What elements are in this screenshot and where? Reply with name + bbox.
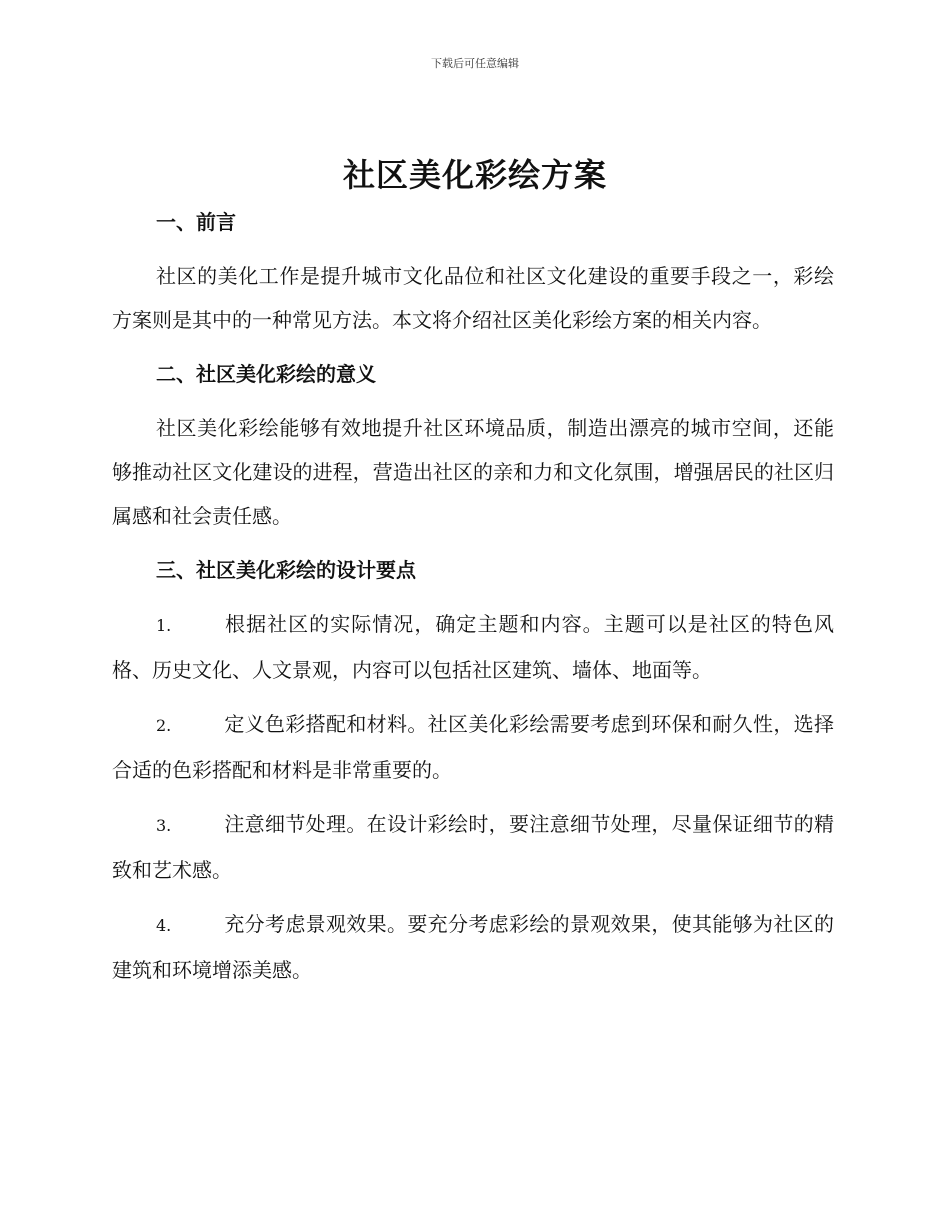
list-item-text: 充分考虑景观效果。要充分考虑彩绘的景观效果，使其能够为社区的建筑和环境增添美感。: [112, 912, 834, 982]
design-points-list: [112, 602, 834, 992]
header-note: 下载后可任意编辑: [431, 57, 519, 70]
document-title: 社区美化彩绘方案: [342, 156, 607, 194]
significance-paragraph: 社区美化彩绘能够有效地提升社区环境品质，制造出漂亮的城市空间，还能够推动社区文化建设的进程，营造出社区的亲和力和文化氛围，增强居民的社区归属感和社会责任感。: [112, 416, 834, 528]
list-item-number: 3.: [156, 816, 172, 835]
section-heading-significance: 二、社区美化彩绘的意义: [156, 362, 376, 386]
list-item: [112, 902, 834, 992]
list-item: [112, 802, 834, 892]
list-item-text: 注意细节处理。在设计彩绘时，要注意细节处理，尽量保证细节的精致和艺术感。: [112, 812, 834, 882]
section-heading-design-points: 三、社区美化彩绘的设计要点: [156, 558, 416, 582]
list-item-text: 根据社区的实际情况，确定主题和内容。主题可以是社区的特色风格、历史文化、人文景观，内容可以包括社区建筑、墙体、地面等。: [112, 612, 834, 682]
preface-paragraph: 社区的美化工作是提升城市文化品位和社区文化建设的重要手段之一，彩绘方案则是其中的一种常见方法。本文将介绍社区美化彩绘方案的相关内容。: [112, 264, 834, 332]
list-item-number: 1.: [156, 616, 172, 635]
list-item: [112, 602, 834, 692]
document-body: [112, 200, 834, 1002]
section-heading-preface: 一、前言: [156, 210, 236, 234]
list-item-text: 定义色彩搭配和材料。社区美化彩绘需要考虑到环保和耐久性，选择合适的色彩搭配和材料是非常重要的。: [112, 712, 834, 782]
list-item: [112, 702, 834, 792]
list-item-number: 2.: [156, 716, 172, 735]
list-item-number: 4.: [156, 916, 172, 935]
